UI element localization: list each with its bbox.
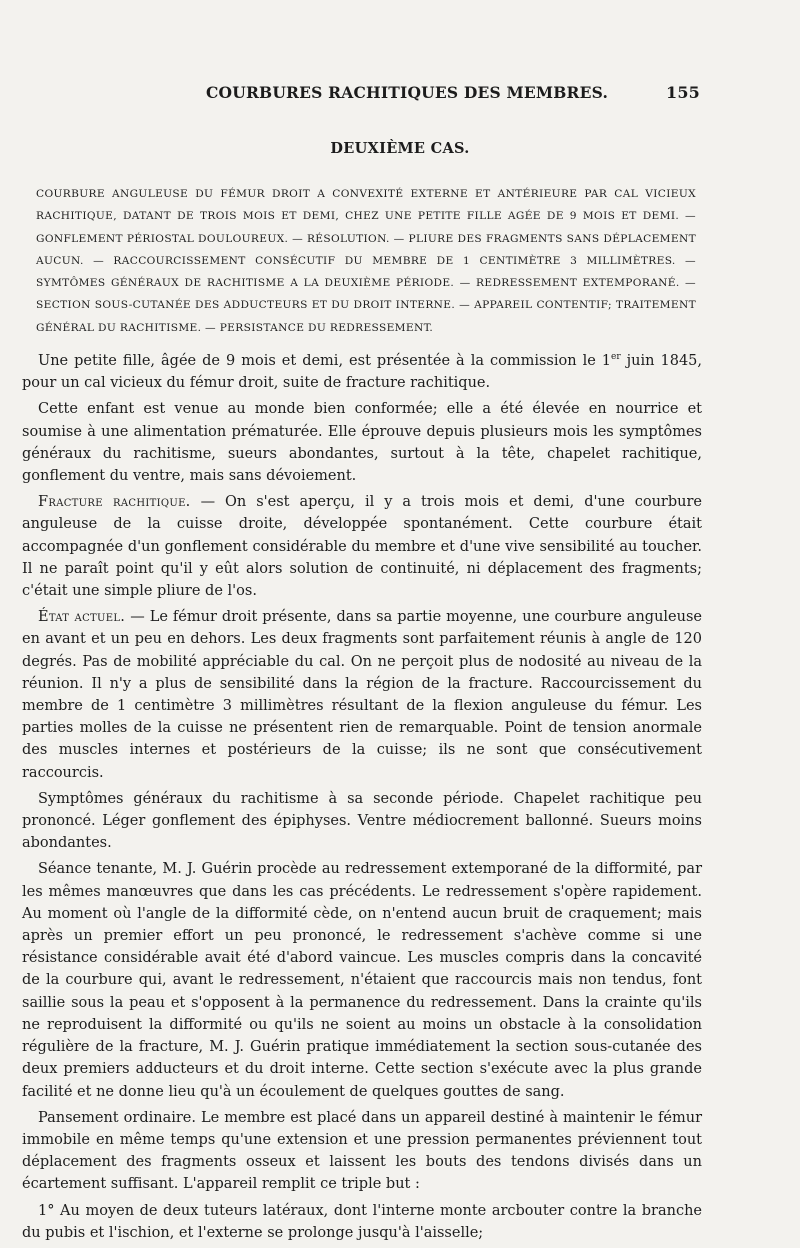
running-head-title: COURBURES RACHITIQUES DES MEMBRES. <box>206 83 609 102</box>
paragraph-7: Pansement ordinaire. Le membre est placé dans un appareil destiné à maintenir le fémur immobile en même temps qu'une extension et une pression permanentes préviennent tout déplacement des fragments osseux et laissent les bouts des tendons divisés dans un écartement suffisant. L'appareil remplit ce triple but : <box>22 1109 702 1193</box>
paragraph-8: 1° Au moyen de deux tuteurs latéraux, dont l'interne monte arcbouter contre la branche du pubis et l'ischion, et l'externe se prolonge jusqu'à l'aisselle; <box>22 1202 702 1241</box>
body-text <box>22 350 702 1248</box>
paragraph-6: Séance tenante, M. J. Guérin procède au redressement extemporané de la difformité, par les mêmes manœuvres que dans les cas précédents. Le redressement s'opère rapidement. Au moment où l'angle de la difformité cède, on n'entend aucun bruit de craquement; mais après un premier effort un peu prononcé, le redressement s'achève comme si une résistance considérable avait été d'abord vaincue. Les muscles compris dans la concavité de la courbure qui, avant le redressement, n'étaient que raccourcis mais non tendus, font saillie sous la peau et s'opposent à la permanence du redressement. Dans la crainte qu'ils ne reproduisent la difformité ou qu'ils ne soient au moins un obstacle à la consolidation régulière de la fracture, M. J. Guérin pratique immédiatement la section sous-cutanée des deux premiers adducteurs et du droit interne. Cette section s'exécute avec la plus grande facilité et ne donne lieu qu'à un écoulement de quelques gouttes de sang. <box>22 861 702 1100</box>
section-label-fracture: Fracture rachitique. <box>38 494 191 511</box>
case-title: DEUXIÈME CAS. <box>330 140 470 157</box>
page-number: 155 <box>666 83 700 102</box>
paragraph-1-text-b: juin 1845, pour un cal vicieux du fémur droit, suite de fracture rachitique. <box>22 353 703 392</box>
paragraph-5: Symptômes généraux du rachitisme à sa seconde période. Chapelet rachitique peu prononcé. Léger gonflement des épiphyses. Ventre médiocrement ballonné. Sueurs moins abondantes. <box>22 790 702 852</box>
paragraph-4 <box>22 606 702 784</box>
paragraph-1-text-a: Une petite fille, âgée de 9 mois et demi, est présentée à la commission le 1 <box>38 353 612 369</box>
ordinal-superscript: er <box>611 352 621 363</box>
paragraph-2: Cette enfant est venue au monde bien conformée; elle a été élevée en nourrice et soumise à une alimentation prématurée. Elle éprouve depuis plusieurs mois les symptômes généraux du rachitisme, sueurs abondantes, surtout à la tête, chapelet rachitique, gonflement du ventre, mais sans dévoiement. <box>22 401 702 485</box>
running-head <box>200 83 700 105</box>
case-summary: COURBURE ANGULEUSE DU FÉMUR DROIT A CONVEXITÉ EXTERNE ET ANTÉRIEURE PAR CAL VICIEUX RACHITIQUE, DATANT DE TROIS MOIS ET DEMI, CHEZ UNE PETITE FILLE AGÉE DE 9 MOIS ET DEMI. — GONFLEMENT PÉRIOSTAL DOULOUREUX. — RÉSOLUTION. — PLIURE DES FRAGMENTS SANS DÉPLACEMENT AUCUN. — RACCOURCISSEMENT CONSÉCUTIF DU MEMBRE DE 1 CENTIMÈTRE 3 MILLIMÈTRES. — SYMTÔMES GÉNÉRAUX DE RACHITISME A LA DEUXIÈME PÉRIODE. — REDRESSEMENT EXTEMPORANÉ. — SECTION SOUS-CUTANÉE DES ADDUCTEURS ET DU DROIT INTERNE. — APPAREIL CONTENTIF; TRAITEMENT GÉNÉRAL DU RACHITISME. — PERSISTANCE DU REDRESSEMENT. <box>36 188 696 334</box>
paragraph-4-text: — Le fémur droit présente, dans sa partie moyenne, une courbure anguleuse en avant et un peu en dehors. Les deux fragments sont parfaitement réunis à angle de 120 degrés. Pas de mobilité appréciable du cal. On ne perçoit plus de nodosité au niveau de la réunion. Il n'y a plus de sensibilité dans la région de la fracture. Raccourcissement du membre de 1 centimètre 3 millimètres résultant de la flexion anguleuse du fémur. Les parties molles de la cuisse ne présentent rien de remarquable. Point de tension anormale des muscles internes et postérieurs de la cuisse; ils ne sont que consécutivement raccourcis. <box>22 609 702 781</box>
paragraph-3-text: — On s'est aperçu, il y a trois mois et demi, d'une courbure anguleuse de la cuisse droite, développée spontanément. Cette courbure était accompagnée d'un gonflement considérable du membre et d'une vive sensibilité au toucher. Il ne paraît point qu'il y eût alors solution de continuité, ni déplacement des fragments; c'était une simple pliure de l'os. <box>22 494 702 600</box>
paragraph-3 <box>22 491 702 602</box>
paragraph-1 <box>22 350 702 394</box>
section-label-etat-actuel: État actuel. <box>38 609 126 626</box>
